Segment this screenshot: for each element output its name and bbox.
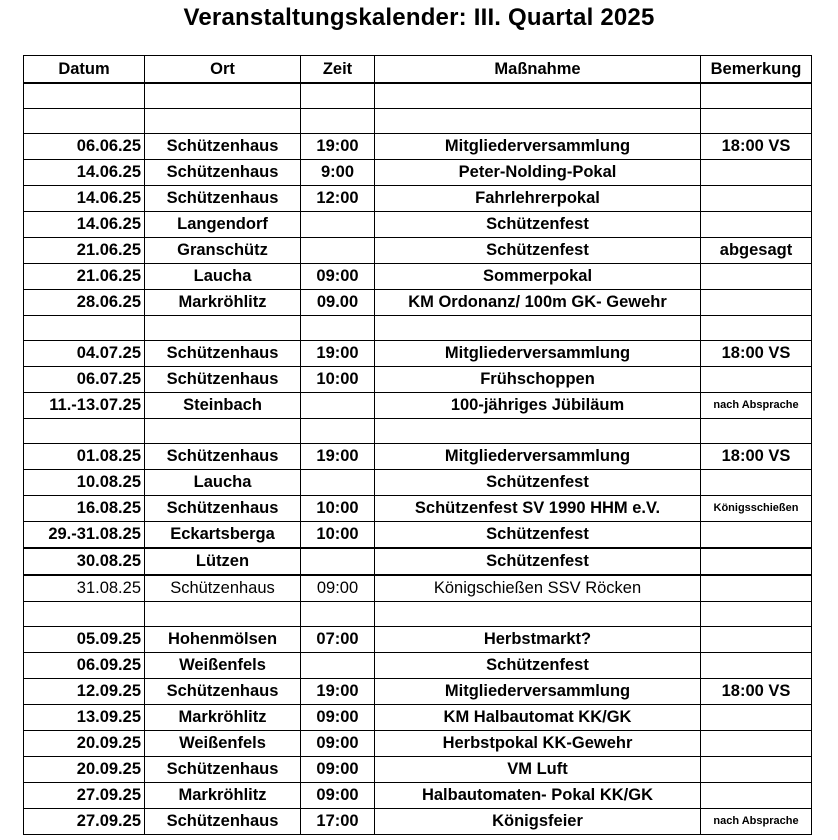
empty-time-cell — [301, 602, 375, 627]
table-row — [24, 393, 812, 419]
empty-place-cell — [145, 602, 301, 627]
place-cell: Schützenhaus — [145, 757, 301, 783]
time-cell: 9:00 — [301, 160, 375, 186]
place-cell: Schützenhaus — [145, 809, 301, 835]
table-row — [24, 496, 812, 522]
date-cell: 14.06.25 — [24, 160, 145, 186]
note-cell — [701, 290, 812, 316]
event-cell: KM Halbautomat KK/GK — [375, 705, 701, 731]
date-cell: 14.06.25 — [24, 212, 145, 238]
place-cell: Lützen — [145, 548, 301, 575]
blank-row — [24, 109, 812, 134]
note-cell — [701, 731, 812, 757]
event-cell: Mitgliederversammlung — [375, 341, 701, 367]
note-cell — [701, 264, 812, 290]
table-row — [24, 522, 812, 549]
table-row — [24, 238, 812, 264]
table-row — [24, 212, 812, 238]
place-cell: Eckartsberga — [145, 522, 301, 549]
time-cell — [301, 470, 375, 496]
event-cell: Mitgliederversammlung — [375, 134, 701, 160]
empty-time-cell — [301, 316, 375, 341]
time-cell: 09:00 — [301, 757, 375, 783]
event-cell: Peter-Nolding-Pokal — [375, 160, 701, 186]
date-cell: 01.08.25 — [24, 444, 145, 470]
place-cell: Schützenhaus — [145, 186, 301, 212]
note-cell — [701, 627, 812, 653]
time-cell: 10:00 — [301, 367, 375, 393]
empty-time-cell — [301, 109, 375, 134]
table-row — [24, 679, 812, 705]
place-cell: Granschütz — [145, 238, 301, 264]
time-cell: 19:00 — [301, 679, 375, 705]
date-cell: 31.08.25 — [24, 575, 145, 602]
note-cell — [701, 783, 812, 809]
empty-note-cell — [701, 602, 812, 627]
place-cell: Laucha — [145, 264, 301, 290]
note-cell: Königsschießen — [701, 496, 812, 522]
place-cell: Schützenhaus — [145, 160, 301, 186]
blank-row — [24, 602, 812, 627]
empty-event-cell — [375, 419, 701, 444]
place-cell: Schützenhaus — [145, 134, 301, 160]
empty-date-cell — [24, 316, 145, 341]
table-row — [24, 341, 812, 367]
time-cell — [301, 212, 375, 238]
table-row — [24, 627, 812, 653]
empty-event-cell — [375, 316, 701, 341]
note-cell — [701, 575, 812, 602]
table-row — [24, 470, 812, 496]
date-cell: 16.08.25 — [24, 496, 145, 522]
place-cell: Schützenhaus — [145, 444, 301, 470]
note-cell — [701, 705, 812, 731]
table-row — [24, 653, 812, 679]
place-cell: Markröhlitz — [145, 783, 301, 809]
table-row — [24, 575, 812, 602]
table-row — [24, 705, 812, 731]
note-cell: 18:00 VS — [701, 444, 812, 470]
place-cell: Weißenfels — [145, 731, 301, 757]
empty-place-cell — [145, 419, 301, 444]
date-cell: 27.09.25 — [24, 809, 145, 835]
date-cell: 21.06.25 — [24, 264, 145, 290]
event-cell: Sommerpokal — [375, 264, 701, 290]
table-row — [24, 186, 812, 212]
table-row — [24, 264, 812, 290]
event-cell: 100-jähriges Jübiläum — [375, 393, 701, 419]
time-cell: 19:00 — [301, 134, 375, 160]
time-cell: 17:00 — [301, 809, 375, 835]
empty-date-cell — [24, 419, 145, 444]
table-row — [24, 783, 812, 809]
date-cell: 11.-13.07.25 — [24, 393, 145, 419]
time-cell: 19:00 — [301, 341, 375, 367]
table-row — [24, 367, 812, 393]
note-cell — [701, 522, 812, 549]
event-cell: KM Ordonanz/ 100m GK- Gewehr — [375, 290, 701, 316]
event-cell: Schützenfest — [375, 238, 701, 264]
column-header-time: Zeit — [301, 56, 375, 84]
empty-place-cell — [145, 109, 301, 134]
column-header-event: Maßnahme — [375, 56, 701, 84]
note-cell: 18:00 VS — [701, 134, 812, 160]
time-cell — [301, 393, 375, 419]
empty-place-cell — [145, 83, 301, 109]
time-cell: 10:00 — [301, 496, 375, 522]
date-cell: 04.07.25 — [24, 341, 145, 367]
date-cell: 21.06.25 — [24, 238, 145, 264]
note-cell: 18:00 VS — [701, 679, 812, 705]
note-cell — [701, 653, 812, 679]
note-cell — [701, 160, 812, 186]
time-cell: 09:00 — [301, 264, 375, 290]
table-row — [24, 134, 812, 160]
empty-event-cell — [375, 602, 701, 627]
note-cell: nach Absprache — [701, 809, 812, 835]
event-cell: Schützenfest — [375, 212, 701, 238]
date-cell: 06.07.25 — [24, 367, 145, 393]
empty-note-cell — [701, 109, 812, 134]
event-cell: Mitgliederversammlung — [375, 679, 701, 705]
empty-event-cell — [375, 83, 701, 109]
date-cell: 27.09.25 — [24, 783, 145, 809]
event-cell: Königsfeier — [375, 809, 701, 835]
date-cell: 06.06.25 — [24, 134, 145, 160]
time-cell: 10:00 — [301, 522, 375, 549]
time-cell: 19:00 — [301, 444, 375, 470]
place-cell: Schützenhaus — [145, 367, 301, 393]
time-cell: 09:00 — [301, 731, 375, 757]
date-cell: 28.06.25 — [24, 290, 145, 316]
table-row — [24, 809, 812, 835]
empty-time-cell — [301, 83, 375, 109]
time-cell: 09:00 — [301, 575, 375, 602]
column-header-date: Datum — [24, 56, 145, 84]
note-cell — [701, 548, 812, 575]
time-cell: 09:00 — [301, 783, 375, 809]
table-row — [24, 160, 812, 186]
place-cell: Weißenfels — [145, 653, 301, 679]
empty-note-cell — [701, 419, 812, 444]
event-cell: Schützenfest — [375, 653, 701, 679]
place-cell: Schützenhaus — [145, 496, 301, 522]
note-cell — [701, 470, 812, 496]
event-cell: Schützenfest — [375, 522, 701, 549]
note-cell — [701, 212, 812, 238]
place-cell: Langendorf — [145, 212, 301, 238]
place-cell: Hohenmölsen — [145, 627, 301, 653]
note-cell: 18:00 VS — [701, 341, 812, 367]
place-cell: Schützenhaus — [145, 679, 301, 705]
note-cell — [701, 367, 812, 393]
place-cell: Laucha — [145, 470, 301, 496]
event-cell: Halbautomaten- Pokal KK/GK — [375, 783, 701, 809]
event-cell: Herbstpokal KK-Gewehr — [375, 731, 701, 757]
column-header-place: Ort — [145, 56, 301, 84]
date-cell: 13.09.25 — [24, 705, 145, 731]
empty-event-cell — [375, 109, 701, 134]
table-row — [24, 731, 812, 757]
place-cell: Schützenhaus — [145, 575, 301, 602]
date-cell: 14.06.25 — [24, 186, 145, 212]
page-title: Veranstaltungskalender: III. Quartal 2025 — [183, 4, 655, 31]
event-cell: Königschießen SSV Röcken — [375, 575, 701, 602]
table-row — [24, 757, 812, 783]
blank-row — [24, 316, 812, 341]
place-cell: Steinbach — [145, 393, 301, 419]
time-cell — [301, 548, 375, 575]
column-header-note: Bemerkung — [701, 56, 812, 84]
date-cell: 29.-31.08.25 — [24, 522, 145, 549]
empty-date-cell — [24, 83, 145, 109]
date-cell: 06.09.25 — [24, 653, 145, 679]
time-cell: 09:00 — [301, 705, 375, 731]
table-row — [24, 548, 812, 575]
event-cell: Schützenfest — [375, 548, 701, 575]
date-cell: 05.09.25 — [24, 627, 145, 653]
place-cell: Markröhlitz — [145, 290, 301, 316]
event-cell: Fahrlehrerpokal — [375, 186, 701, 212]
event-cell: Frühschoppen — [375, 367, 701, 393]
event-cell: Herbstmarkt? — [375, 627, 701, 653]
table-row — [24, 444, 812, 470]
date-cell: 12.09.25 — [24, 679, 145, 705]
event-cell: Mitgliederversammlung — [375, 444, 701, 470]
blank-row — [24, 83, 812, 109]
event-calendar-table — [23, 55, 812, 835]
place-cell: Schützenhaus — [145, 341, 301, 367]
time-cell: 12:00 — [301, 186, 375, 212]
empty-note-cell — [701, 316, 812, 341]
time-cell — [301, 653, 375, 679]
note-cell — [701, 757, 812, 783]
event-cell: Schützenfest SV 1990 HHM e.V. — [375, 496, 701, 522]
blank-row — [24, 419, 812, 444]
table-body — [24, 83, 812, 835]
place-cell: Markröhlitz — [145, 705, 301, 731]
empty-note-cell — [701, 83, 812, 109]
date-cell: 10.08.25 — [24, 470, 145, 496]
event-cell: VM Luft — [375, 757, 701, 783]
empty-date-cell — [24, 109, 145, 134]
time-cell: 07:00 — [301, 627, 375, 653]
date-cell: 20.09.25 — [24, 757, 145, 783]
date-cell: 30.08.25 — [24, 548, 145, 575]
table-row — [24, 290, 812, 316]
event-cell: Schützenfest — [375, 470, 701, 496]
time-cell — [301, 238, 375, 264]
empty-time-cell — [301, 419, 375, 444]
time-cell: 09.00 — [301, 290, 375, 316]
table-header-row — [24, 56, 812, 84]
empty-date-cell — [24, 602, 145, 627]
note-cell: nach Absprache — [701, 393, 812, 419]
note-cell: abgesagt — [701, 238, 812, 264]
empty-place-cell — [145, 316, 301, 341]
date-cell: 20.09.25 — [24, 731, 145, 757]
note-cell — [701, 186, 812, 212]
